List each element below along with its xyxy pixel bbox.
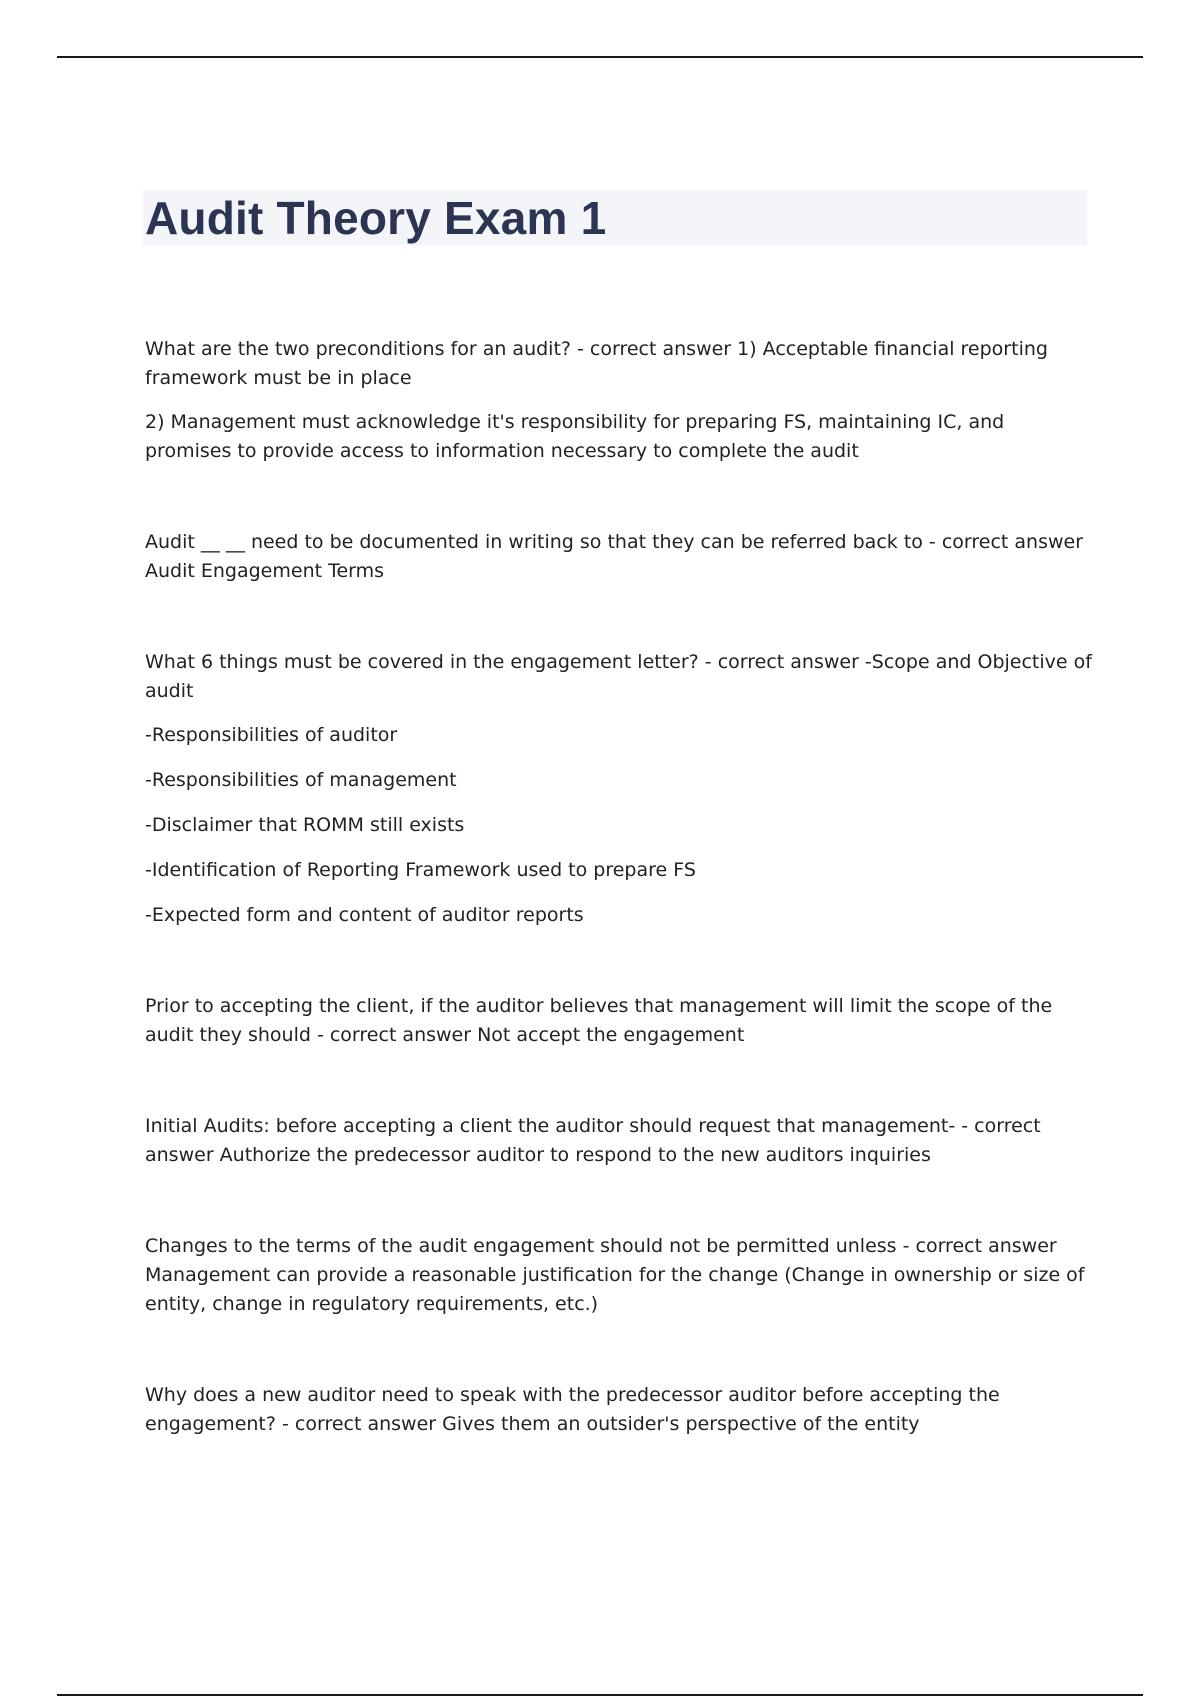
qa-item-4 <box>145 992 1095 1050</box>
qa-text: Prior to accepting the client, if the auditor believes that management will limit the scope of the audit they should - correct answer Not accept the engagement <box>145 995 1053 1046</box>
list-item: -Responsibilities of auditor <box>145 724 398 746</box>
list-item: -Responsibilities of management <box>145 769 457 791</box>
list-item: -Expected form and content of auditor reports <box>145 904 584 926</box>
document-body <box>145 335 1095 1501</box>
qa-item-6 <box>145 1232 1095 1319</box>
qa-text: Changes to the terms of the audit engagement should not be permitted unless - correct answer Management can provide a reasonable justification for the change (Change in ownership or size of entity, change in regulatory requirements, etc.) <box>145 1235 1085 1315</box>
qa-item-5 <box>145 1112 1095 1170</box>
qa-text: What 6 things must be covered in the engagement letter? - correct answer -Scope and Objective of audit <box>145 651 1092 702</box>
qa-item-1 <box>145 335 1095 466</box>
page-title: Audit Theory Exam 1 <box>145 192 607 244</box>
qa-item-3 <box>145 648 1095 930</box>
qa-text: Audit __ __ need to be documented in writing so that they can be referred back to - correct answer Audit Engagement Terms <box>145 531 1084 582</box>
qa-item-2 <box>145 528 1095 586</box>
bottom-rule <box>57 1694 1143 1696</box>
qa-item-7 <box>145 1381 1095 1439</box>
list-item: -Disclaimer that ROMM still exists <box>145 814 465 836</box>
qa-text: 2) Management must acknowledge it's responsibility for preparing FS, maintaining IC, and promises to provide access to information necessary to complete the audit <box>145 411 1005 462</box>
list-item: -Identification of Reporting Framework used to prepare FS <box>145 859 696 881</box>
qa-text: Why does a new auditor need to speak with the predecessor auditor before accepting the engagement? - correct answer Gives them an outsider's perspective of the entity <box>145 1384 1000 1435</box>
qa-text: Initial Audits: before accepting a client the auditor should request that management- - correct answer Authorize the predecessor auditor to respond to the new auditors inquiries <box>145 1115 1041 1166</box>
top-rule <box>57 56 1143 58</box>
qa-text: What are the two preconditions for an audit? - correct answer 1) Acceptable financial reporting framework must be in place <box>145 338 1048 389</box>
